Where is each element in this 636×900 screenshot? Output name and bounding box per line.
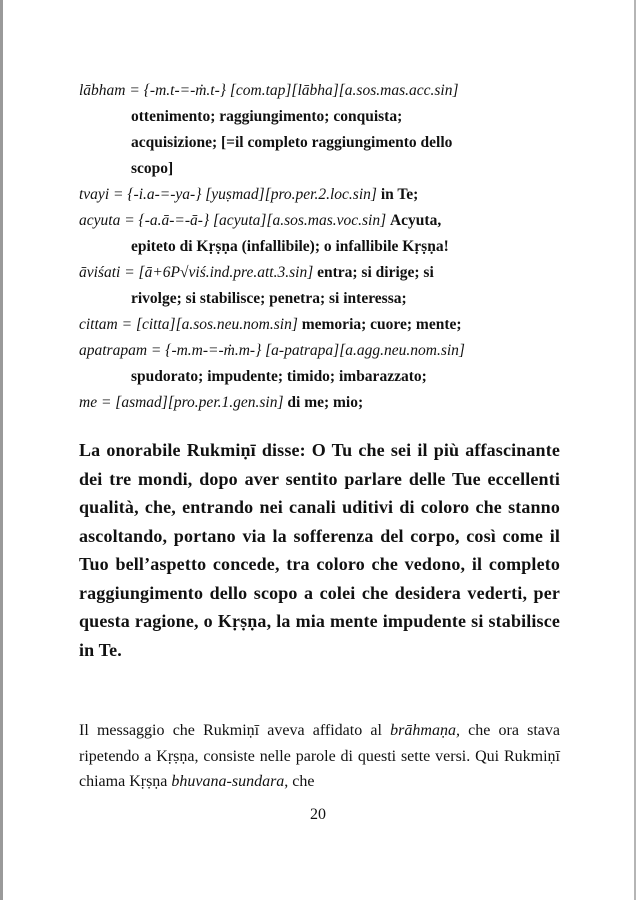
- purport-italic-term: brāhmaṇa,: [390, 722, 460, 739]
- gloss-term: tvayi = {-i.a-=-ya-} [yuṣmad][pro.per.2.loc.sin]: [79, 186, 377, 203]
- gloss-meaning: scopo]: [131, 160, 174, 177]
- purport-text: Il messaggio che Rukmiṇī aveva affidato al: [79, 722, 391, 739]
- page-number: 20: [310, 806, 326, 823]
- gloss-meaning: in Te;: [380, 186, 419, 203]
- gloss-line: [79, 286, 564, 312]
- gloss-term: me = [asmad][pro.per.1.gen.sin]: [79, 394, 284, 411]
- gloss-line: [79, 390, 564, 416]
- gloss-term: apatrapam = {-m.m-=-ṁ.m-} [a-patrapa][a.agg.neu.nom.sin]: [79, 342, 465, 359]
- purport-italic-term: bhuvana-sundara: [171, 773, 285, 790]
- gloss-term: acyuta = {-a.ā-=-ā-} [acyuta][a.sos.mas.voc.sin]: [79, 212, 387, 229]
- gloss-line: [79, 234, 564, 260]
- gloss-line: [79, 78, 564, 104]
- gloss-line: [79, 156, 564, 182]
- word-gloss-section: [79, 78, 564, 416]
- gloss-line: [79, 312, 564, 338]
- gloss-meaning: di me; mio;: [287, 394, 364, 411]
- gloss-term: cittam = [citta][a.sos.neu.nom.sin]: [79, 316, 298, 333]
- gloss-line: [79, 338, 564, 364]
- gloss-meaning: epiteto di Kṛṣṇa (infallibile); o infallibile Kṛṣṇa!: [131, 238, 449, 255]
- gloss-line: [79, 182, 564, 208]
- purport-text: che ora stava ripetendo a Kṛṣṇa, consiste nelle parole di questi sette versi. Qui Rukmiṇī chiama Kṛṣṇa: [79, 722, 561, 790]
- gloss-meaning: entra; si dirige; si: [317, 264, 434, 281]
- gloss-line: [79, 104, 564, 130]
- gloss-term: lābham = {-m.t-=-ṁ.t-} [com.tap][lābha][a.sos.mas.acc.sin]: [79, 82, 459, 99]
- gloss-meaning: acquisizione; [=il completo raggiungimento dello: [131, 134, 453, 151]
- gloss-line: [79, 260, 564, 286]
- gloss-line: [79, 130, 564, 156]
- gloss-line: [79, 208, 564, 234]
- gloss-meaning: Acyuta,: [389, 212, 442, 229]
- purport-paragraph: [79, 718, 560, 795]
- verse-translation: La onorabile Rukmiṇī disse: O Tu che sei il più affascinante dei tre mondi, dopo aver sentito parlare delle Tue eccellenti qualità, che, entrando nei canali uditivi di coloro che stanno ascoltando, portano via la sofferenza del corpo, così come il Tuo bell’aspetto concede, tra coloro che vedono, il completo raggiungimento dello scopo a colei che desidera vederti, per questa ragione, o Kṛṣṇa, la mia mente impudente si stabilisce in Te.: [79, 440, 560, 660]
- gloss-meaning: memoria; cuore; mente;: [301, 316, 462, 333]
- gloss-term: āviśati = [ā+6P√viś.ind.pre.att.3.sin]: [79, 264, 314, 281]
- page-edge-left: [0, 0, 3, 900]
- gloss-meaning: spudorato; impudente; timido; imbarazzato;: [131, 368, 427, 385]
- gloss-line: [79, 364, 564, 390]
- gloss-meaning: rivolge; si stabilisce; penetra; si interessa;: [131, 290, 407, 307]
- purport-text: , che: [284, 773, 315, 790]
- gloss-meaning: ottenimento; raggiungimento; conquista;: [131, 108, 403, 125]
